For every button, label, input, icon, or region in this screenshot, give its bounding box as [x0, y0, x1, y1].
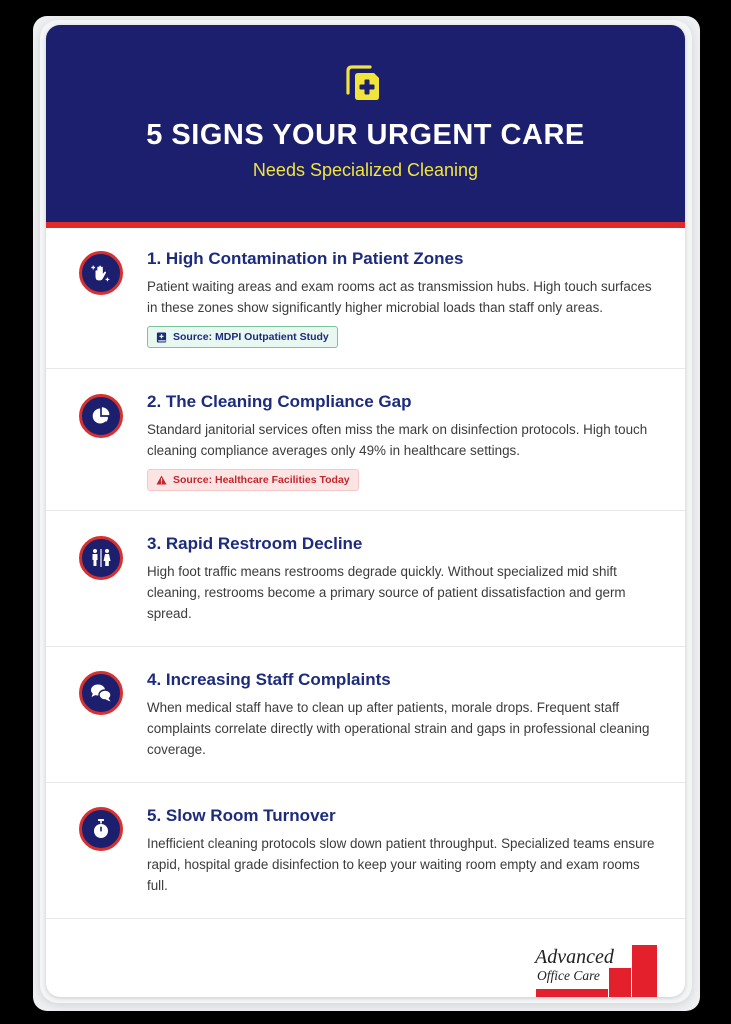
source-badge — [147, 469, 359, 491]
book-medical-icon — [156, 332, 167, 343]
footer — [46, 919, 685, 997]
stopwatch-icon — [79, 807, 123, 851]
list-item — [46, 228, 685, 369]
medical-file-plus-icon — [344, 63, 384, 103]
logo-text-office-care: Office Care — [537, 968, 600, 983]
item-description: When medical staff have to clean up after patients, morale drops. Frequent staff complaints correlate directly with operational strain and gaps in professional cleaning coverage. — [147, 700, 650, 757]
page-subtitle: Needs Specialized Cleaning — [252, 160, 479, 180]
header — [46, 25, 685, 222]
list-item — [46, 511, 685, 647]
logo-text-advanced: Advanced — [535, 946, 614, 968]
pie-chart-icon — [79, 394, 123, 438]
item-title: 3. Rapid Restroom Decline — [147, 534, 363, 553]
list-item — [46, 647, 685, 783]
item-title: 5. Slow Room Turnover — [147, 806, 336, 825]
list-item — [46, 783, 685, 919]
infographic-card — [46, 25, 685, 997]
item-title: 1. High Contamination in Patient Zones — [147, 249, 464, 268]
item-description: Standard janitorial services often miss the mark on disinfection protocols. High touch cleaning compliance averages only 49% in healthcare settings. — [147, 422, 648, 458]
page-title: 5 SIGNS YOUR URGENT CARE — [146, 119, 585, 151]
warning-triangle-icon — [156, 475, 167, 485]
restroom-icon — [79, 536, 123, 580]
list-item — [46, 369, 685, 511]
signs-list — [46, 228, 685, 919]
item-description: High foot traffic means restrooms degrade quickly. Without specialized mid shift cleaning, restrooms become a primary source of patient dissatisfaction and germ spread. — [147, 564, 626, 621]
item-description: Patient waiting areas and exam rooms act as transmission hubs. High touch surfaces in these zones show significantly higher microbial loads than staff only areas. — [147, 279, 652, 315]
hand-sparkles-icon — [79, 251, 123, 295]
company-logo — [535, 944, 660, 997]
source-badge — [147, 326, 338, 348]
source-label: Source: Healthcare Facilities Today — [173, 474, 350, 486]
comments-icon — [79, 671, 123, 715]
source-label: Source: MDPI Outpatient Study — [173, 331, 329, 343]
item-title: 4. Increasing Staff Complaints — [147, 670, 391, 689]
item-description: Inefficient cleaning protocols slow down patient throughput. Specialized teams ensure rapid, hospital grade disinfection to keep your waiting room empty and exam rooms full. — [147, 836, 655, 893]
item-title: 2. The Cleaning Compliance Gap — [147, 392, 412, 411]
